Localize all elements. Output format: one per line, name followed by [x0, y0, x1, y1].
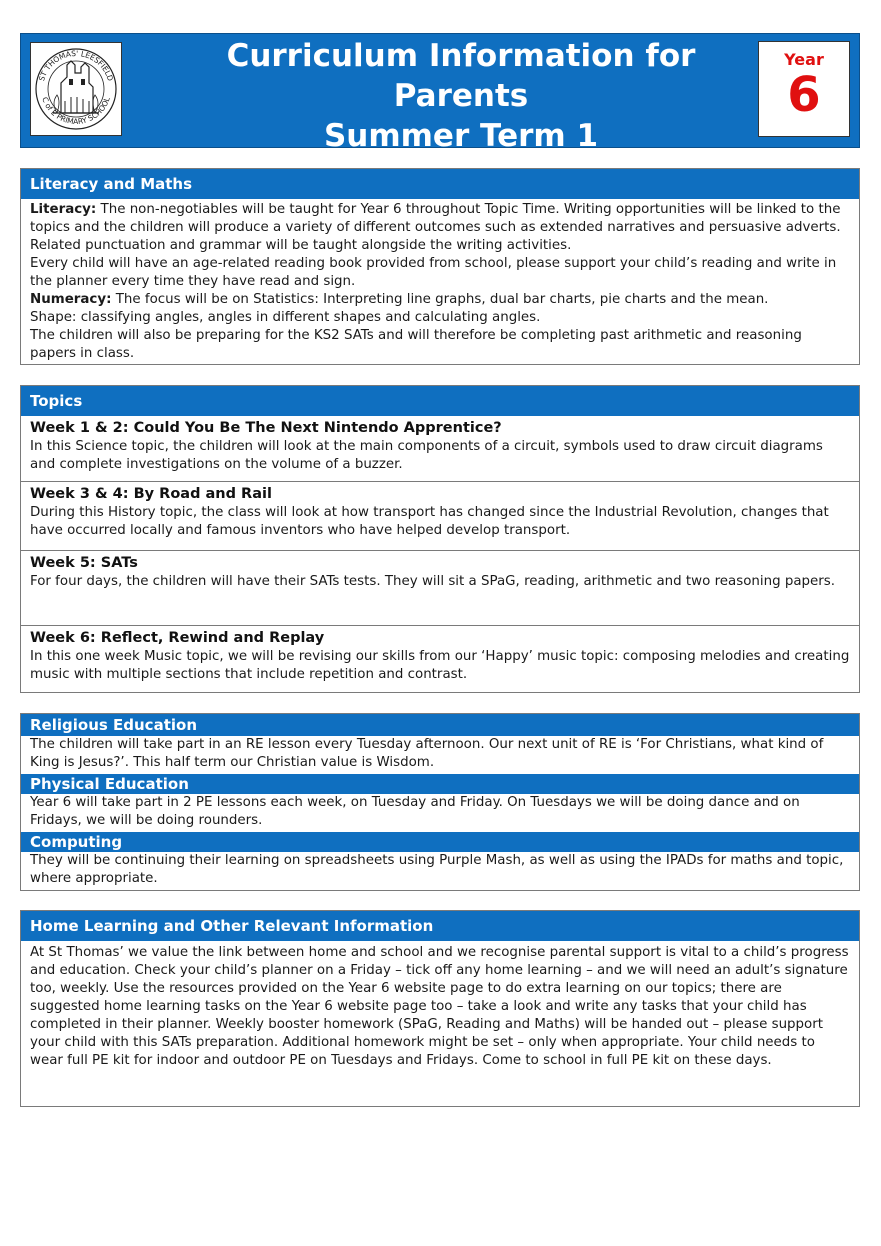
literacy-maths-heading: Literacy and Maths [21, 169, 859, 199]
home-learning-text: At St Thomas’ we value the link between home and school and we recognise parental support is vital to a child’s progress and education. Check your child’s planner on a Friday – tick off any home learning – and we will need an adult’s signature too, weekly. Use the resources provided on the Year 6 website page to do extra learning on our topics; there are suggested home learning tasks on the Year 6 website page too – take a look and write any tasks that your child has completed in their planner. Weekly booster homework (SPaG, Reading and Maths) will be handed out – please support your child with this SATs preparation. Additional homework might be set – only when appropriate. Your child needs to wear full PE kit for indoor and outdoor PE on Tuesdays and Fridays. Come to school in full PE kit on these days. [30, 945, 849, 1068]
topics-heading: Topics [21, 386, 859, 416]
subjects-section [20, 713, 860, 891]
topic-text: During this History topic, the class will look at how transport has changed since the Industrial Revolution, changes that have occurred locally and famous inventors who have helped develop transport. [30, 505, 829, 538]
home-learning-heading: Home Learning and Other Relevant Information [21, 911, 859, 941]
page-title [171, 36, 751, 156]
topic-title: Week 1 & 2: Could You Be The Next Nintendo Apprentice? [30, 420, 502, 436]
reading-text: Every child will have an age-related reading book provided from school, please support your child’s reading and write in the planner every time they have read and sign. [30, 256, 837, 289]
pe-text: Year 6 will take part in 2 PE lessons each week, on Tuesday and Friday. On Tuesdays we will be doing dance and on Fridays, we will be doing rounders. [30, 795, 800, 828]
topic-item [21, 625, 859, 692]
topic-text: In this Science topic, the children will look at the main components of a circuit, symbols used to draw circuit diagrams and complete investigations on the volume of a buzzer. [30, 439, 823, 472]
school-logo [30, 42, 122, 136]
year-badge [758, 41, 850, 137]
year-number: 6 [787, 67, 821, 123]
topic-item [21, 481, 859, 550]
topics-section [20, 385, 860, 693]
home-learning-section [20, 910, 860, 1107]
re-text: The children will take part in an RE lesson every Tuesday afternoon. Our next unit of RE is ‘For Christians, what kind of King is Jesus?’. This half term our Christian value is Wisdom. [30, 737, 824, 770]
literacy-maths-section [20, 168, 860, 365]
topic-item [21, 550, 859, 625]
numeracy-label: Numeracy: [30, 292, 112, 307]
sats-text: The children will also be preparing for the KS2 SATs and will therefore be completing past arithmetic and reasoning papers in class. [30, 328, 802, 361]
literacy-text: The non-negotiables will be taught for Year 6 throughout Topic Time. Writing opportunities will be linked to the topics and the children will produce a variety of different outcomes such as extended narratives and persuasive adverts. Related punctuation and grammar will be taught alongside the writing activities. [30, 202, 841, 253]
page-header [20, 33, 860, 154]
topic-text: For four days, the children will have their SATs tests. They will sit a SPaG, reading, arithmetic and two reasoning papers. [30, 574, 836, 589]
literacy-label: Literacy: [30, 202, 97, 217]
topic-title: Week 6: Reflect, Rewind and Replay [30, 630, 325, 646]
re-heading: Religious Education [21, 714, 859, 736]
literacy-maths-body [21, 199, 859, 363]
title-line-1: Curriculum Information for Parents [226, 38, 696, 114]
topic-title: Week 5: SATs [30, 555, 138, 571]
year-label: Year [784, 50, 824, 69]
svg-text:C of E PRIMARY SCHOOL: C of E PRIMARY SCHOOL [40, 95, 112, 127]
topic-title: Week 3 & 4: By Road and Rail [30, 486, 272, 502]
computing-heading: Computing [21, 832, 859, 852]
svg-text:ST THOMAS' LEESFIELD: ST THOMAS' LEESFIELD [37, 48, 115, 83]
topic-item [21, 416, 859, 481]
numeracy-text: The focus will be on Statistics: Interpreting line graphs, dual bar charts, pie charts and the mean. [111, 292, 769, 307]
shape-text: Shape: classifying angles, angles in different shapes and calculating angles. [30, 310, 541, 325]
topic-text: In this one week Music topic, we will be revising our skills from our ‘Happy’ music topic: composing melodies and creating music with multiple sections that include repetition and contrast. [30, 649, 850, 682]
school-crest-icon [31, 43, 121, 135]
title-line-2: Summer Term 1 [323, 118, 599, 154]
computing-text: They will be continuing their learning on spreadsheets using Purple Mash, as well as using the IPADs for maths and topic, where appropriate. [30, 853, 844, 886]
pe-heading: Physical Education [21, 774, 859, 794]
